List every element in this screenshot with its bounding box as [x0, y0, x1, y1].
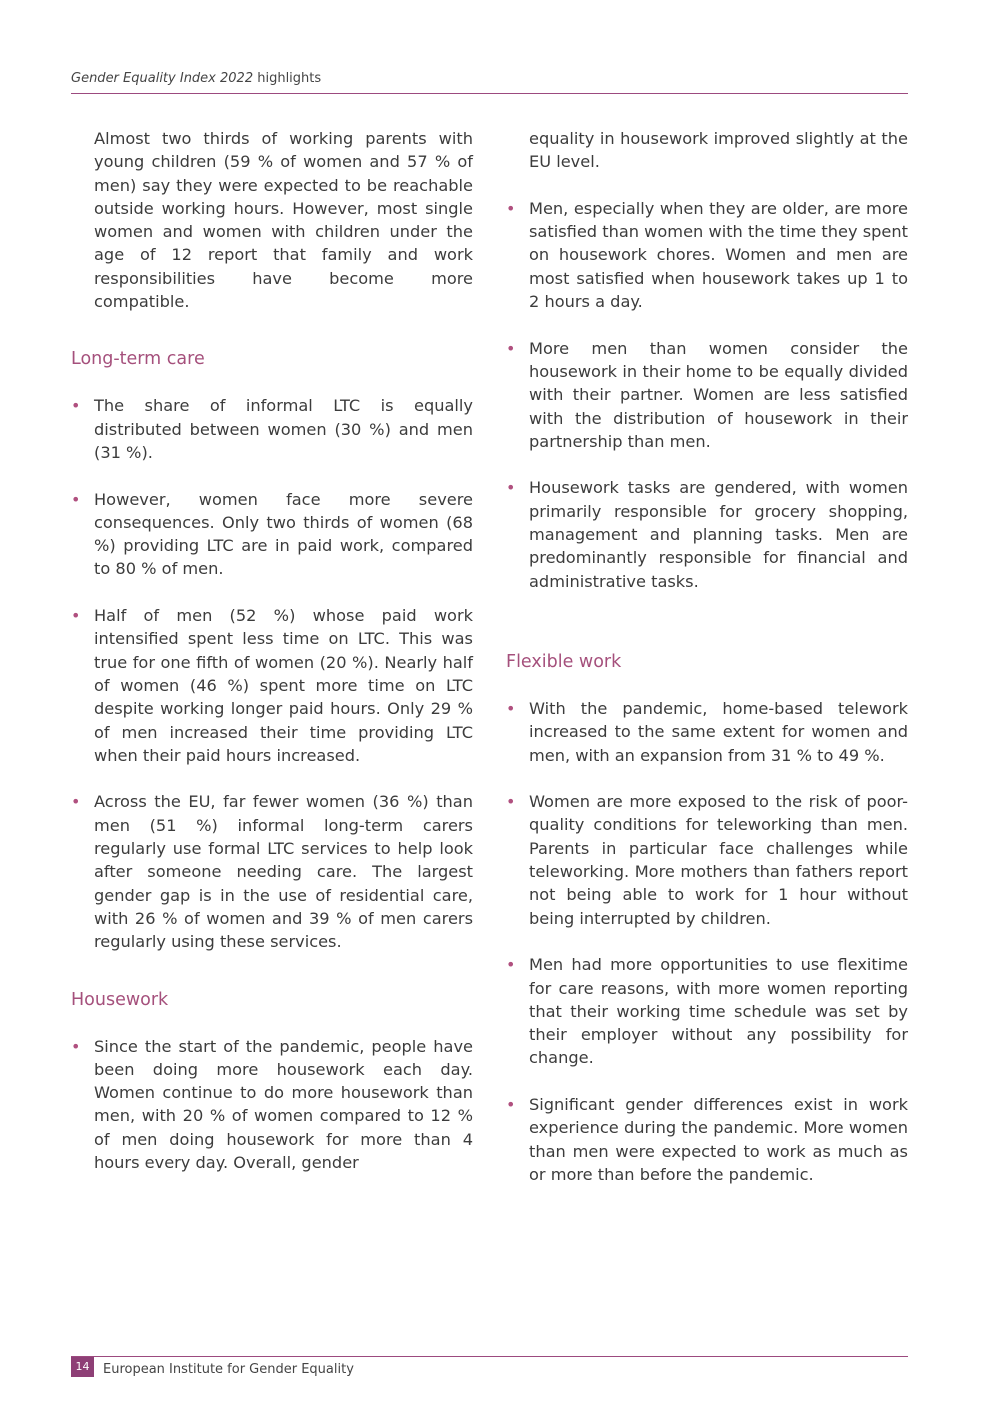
list-item: [71, 790, 473, 953]
section-heading-housework: Housework: [71, 989, 169, 1010]
bullet-icon: •: [71, 1036, 81, 1056]
list-item-continuation: equality in housework improved slightly at the EU level.: [529, 129, 908, 172]
publication-subtitle: highlights: [253, 71, 322, 86]
bullet-icon: •: [506, 338, 516, 358]
housework-bullet-list: [506, 197, 908, 593]
list-item: [506, 476, 908, 592]
page-number-badge: 14: [71, 1357, 94, 1377]
bullet-icon: •: [71, 606, 81, 626]
flexible-work-bullet-list: [506, 697, 908, 1186]
list-item: [71, 1035, 473, 1175]
list-item-text: Men had more opportunities to use flexitime for care reasons, with more women reporting that their working time schedule was set by their employer without any possibility for change.: [529, 955, 908, 1068]
bullet-icon: •: [71, 396, 81, 416]
list-item-text: The share of informal LTC is equally distributed between women (30 %) and men (31 %).: [94, 396, 473, 462]
list-item: [506, 197, 908, 313]
footer-organization: European Institute for Gender Equality: [103, 1362, 354, 1377]
list-item-text: Since the start of the pandemic, people have been doing more housework each day. Women continue to do more housework than men, with 20 % of women compared to 12 % of men doing housework for more than 4 hours every day. Overall, gender: [94, 1036, 473, 1172]
list-item-text: Men, especially when they are older, are more satisfied than women with the time they spent on housework chores. Women and men are most satisfied when housework takes up 1 to 2 hours a day.: [529, 198, 908, 312]
bullet-icon: •: [506, 198, 516, 218]
bullet-icon: •: [71, 489, 81, 509]
list-item-text: Housework tasks are gendered, with women primarily responsible for grocery shopping, management and planning tasks. Men are predominantly responsible for financial and administrative tasks.: [529, 478, 908, 591]
bullet-icon: •: [506, 792, 516, 812]
page-footer: [71, 1356, 908, 1377]
bullet-icon: •: [506, 478, 516, 498]
list-item: [506, 337, 908, 453]
right-column: [506, 127, 908, 1209]
ltc-bullet-list: [71, 394, 473, 953]
list-item-text: More men than women consider the housework in their home to be equally divided with their partner. Women are less satisfied with the distribution of housework in their partnership than men.: [529, 338, 908, 451]
list-item: [506, 953, 908, 1069]
list-item: [506, 790, 908, 930]
section-heading-long-term-care: Long-term care: [71, 349, 205, 370]
section-heading-flexible-work: Flexible work: [506, 651, 622, 672]
bullet-icon: •: [506, 955, 516, 975]
list-item: [71, 604, 473, 767]
list-item: [506, 697, 908, 767]
list-item-text: Significant gender differences exist in work experience during the pandemic. More women than men were expected to work as much as or more than before the pandemic.: [529, 1094, 908, 1184]
list-item-text: With the pandemic, home-based telework increased to the same extent for women and men, with an expansion from 31 % to 49 %.: [529, 698, 908, 765]
list-item: [71, 488, 473, 581]
list-item: [71, 394, 473, 464]
list-item-text: Women are more exposed to the risk of poor-quality conditions for teleworking than men. Parents in particular face challenges while teleworking. More mothers than fathers report not being able to work for 1 hour without being interrupted by children.: [529, 792, 908, 928]
list-item: [506, 1093, 908, 1186]
bullet-icon: •: [71, 792, 81, 812]
list-item-text: However, women face more severe consequences. Only two thirds of women (68 %) providing LTC are in paid work, compared to 80 % of men.: [94, 489, 473, 579]
list-item-text: Across the EU, far fewer women (36 %) than men (51 %) informal long-term carers regularly use formal LTC services to help look after someone needing care. The largest gender gap is in the use of residential care, with 26 % of women and 39 % of men carers regularly using these services.: [94, 792, 473, 952]
bullet-icon: •: [506, 698, 516, 718]
left-column: [71, 127, 473, 1174]
intro-paragraph: Almost two thirds of working parents with young children (59 % of women and 57 % of men) say they were expected to be reachable outside working hours. However, most single women and women with children under the age of 12 report that family and work responsibilities have become more compatible.: [94, 129, 473, 312]
publication-title: Gender Equality Index 2022: [71, 71, 254, 86]
list-item-text: Half of men (52 %) whose paid work intensified spent less time on LTC. This was true for one fifth of women (20 %). Nearly half of women (46 %) spent more time on LTC despite working longer paid hours. Only 29 % of men increased their time providing LTC when their paid hours increased.: [94, 606, 473, 765]
running-header: [71, 71, 908, 94]
bullet-icon: •: [506, 1094, 516, 1114]
